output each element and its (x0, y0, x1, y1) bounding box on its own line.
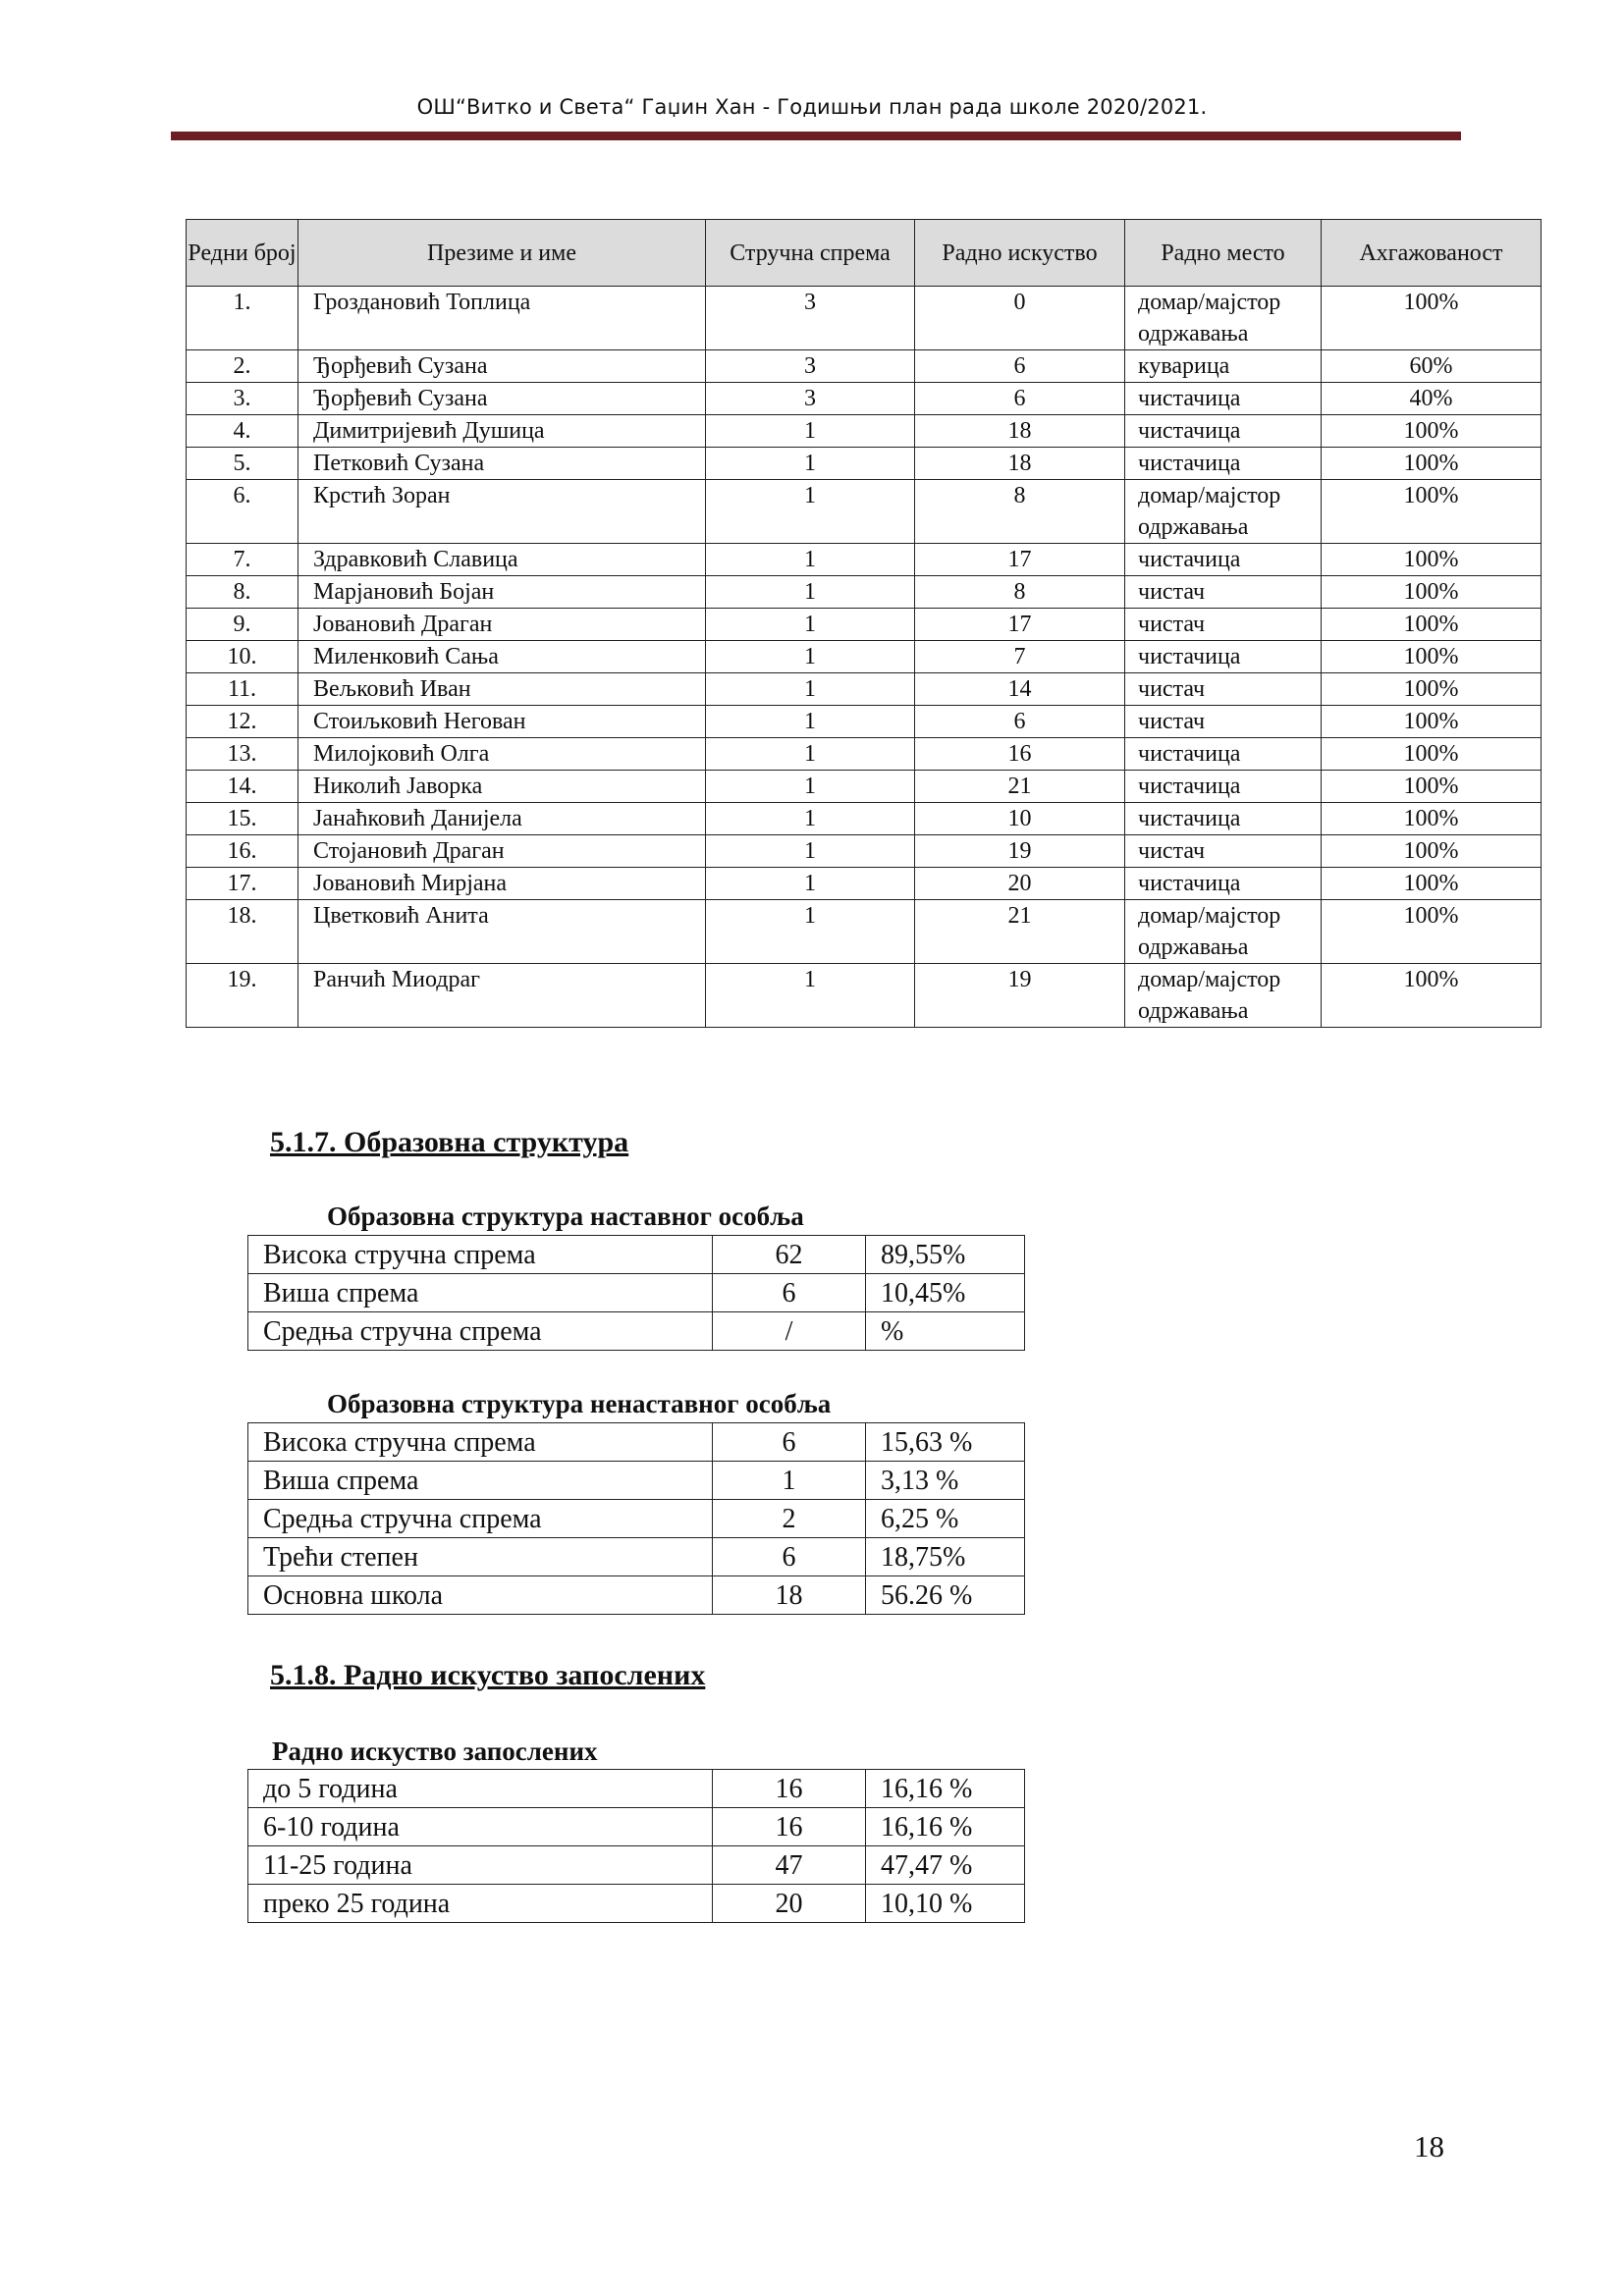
engagement-cell: 100% (1322, 641, 1542, 673)
label-cell: Средња стручна спрема (248, 1312, 713, 1351)
label-cell: Трећи степен (248, 1538, 713, 1576)
label-cell: до 5 година (248, 1770, 713, 1808)
experience-cell: 20 (915, 868, 1125, 900)
name-cell: Јовановић Мирјана (298, 868, 706, 900)
table-row (248, 1500, 1025, 1538)
experience-cell: 0 (915, 287, 1125, 350)
work-experience-title: Радно искуство запослених (272, 1736, 598, 1766)
table-row (187, 415, 1542, 448)
education-cell: 1 (706, 835, 915, 868)
percent-cell: 6,25 % (866, 1500, 1025, 1538)
name-cell: Здравковић Славица (298, 544, 706, 576)
count-cell: 6 (713, 1423, 866, 1462)
engagement-cell: 100% (1322, 609, 1542, 641)
work-place-cell: домар/мајстор одржавања (1125, 480, 1322, 544)
row-number-cell: 9. (187, 609, 298, 641)
education-cell: 1 (706, 415, 915, 448)
education-cell: 3 (706, 350, 915, 383)
name-cell: Миленковић Сања (298, 641, 706, 673)
count-cell: 1 (713, 1462, 866, 1500)
row-number-cell: 17. (187, 868, 298, 900)
engagement-cell: 100% (1322, 835, 1542, 868)
row-number-cell: 12. (187, 706, 298, 738)
table-row (248, 1846, 1025, 1885)
work-place-cell: чистачица (1125, 738, 1322, 771)
header-cell: Радно место (1125, 220, 1322, 287)
name-cell: Вељковић Иван (298, 673, 706, 706)
experience-cell: 8 (915, 576, 1125, 609)
header-cell: Ахгажованост (1322, 220, 1542, 287)
experience-cell: 7 (915, 641, 1125, 673)
name-cell: Крстић Зоран (298, 480, 706, 544)
teaching-staff-table (247, 1235, 1025, 1351)
experience-cell: 17 (915, 544, 1125, 576)
table-row (248, 1462, 1025, 1500)
table-row (187, 448, 1542, 480)
work-place-cell: чистачица (1125, 544, 1322, 576)
education-cell: 1 (706, 900, 915, 964)
row-number-cell: 15. (187, 803, 298, 835)
engagement-cell: 100% (1322, 771, 1542, 803)
label-cell: Средња стручна спрема (248, 1500, 713, 1538)
table-row (248, 1236, 1025, 1274)
row-number-cell: 6. (187, 480, 298, 544)
table-row (187, 673, 1542, 706)
experience-cell: 6 (915, 383, 1125, 415)
education-cell: 1 (706, 609, 915, 641)
row-number-cell: 13. (187, 738, 298, 771)
count-cell: 16 (713, 1770, 866, 1808)
engagement-cell: 100% (1322, 576, 1542, 609)
section-title-education-structure: 5.1.7. Образовна структура (270, 1126, 629, 1158)
work-place-cell: чистачица (1125, 771, 1322, 803)
percent-cell: 3,13 % (866, 1462, 1025, 1500)
engagement-cell: 100% (1322, 544, 1542, 576)
table-row (187, 771, 1542, 803)
education-cell: 1 (706, 480, 915, 544)
count-cell: 62 (713, 1236, 866, 1274)
engagement-cell: 100% (1322, 803, 1542, 835)
row-number-cell: 19. (187, 964, 298, 1028)
table-row (187, 287, 1542, 350)
row-number-cell: 4. (187, 415, 298, 448)
row-number-cell: 14. (187, 771, 298, 803)
experience-cell: 16 (915, 738, 1125, 771)
count-cell: 16 (713, 1808, 866, 1846)
row-number-cell: 8. (187, 576, 298, 609)
name-cell: Гроздановић Топлица (298, 287, 706, 350)
teaching-staff-title: Образовна структура наставног особља (327, 1201, 804, 1231)
table-row (248, 1576, 1025, 1615)
row-number-cell: 3. (187, 383, 298, 415)
work-place-cell: чистачица (1125, 415, 1322, 448)
name-cell: Јанаћковић Данијела (298, 803, 706, 835)
education-cell: 1 (706, 964, 915, 1028)
engagement-cell: 100% (1322, 900, 1542, 964)
label-cell: Основна школа (248, 1576, 713, 1615)
education-cell: 1 (706, 673, 915, 706)
table-row (187, 576, 1542, 609)
table-row (248, 1274, 1025, 1312)
experience-cell: 19 (915, 964, 1125, 1028)
row-number-cell: 1. (187, 287, 298, 350)
header-cell: Стручна спрема (706, 220, 915, 287)
percent-cell: 10,10 % (866, 1885, 1025, 1923)
experience-cell: 17 (915, 609, 1125, 641)
count-cell: 6 (713, 1274, 866, 1312)
name-cell: Марјановић Бојан (298, 576, 706, 609)
header-cell: Презиме и име (298, 220, 706, 287)
name-cell: Ђорђевић Сузана (298, 350, 706, 383)
label-cell: Виша спрема (248, 1462, 713, 1500)
header-cell: Радно искуство (915, 220, 1125, 287)
engagement-cell: 100% (1322, 673, 1542, 706)
education-cell: 3 (706, 383, 915, 415)
percent-cell: 15,63 % (866, 1423, 1025, 1462)
experience-cell: 6 (915, 706, 1125, 738)
table-row (187, 803, 1542, 835)
table-row (187, 835, 1542, 868)
section-title-work-experience: 5.1.8. Радно искуство запослених (270, 1659, 706, 1691)
name-cell: Петковић Сузана (298, 448, 706, 480)
staff-table (186, 219, 1542, 1028)
experience-cell: 8 (915, 480, 1125, 544)
header-cell: Редни број (187, 220, 298, 287)
name-cell: Милојковић Олга (298, 738, 706, 771)
education-cell: 1 (706, 803, 915, 835)
name-cell: Николић Јаворка (298, 771, 706, 803)
percent-cell: 10,45% (866, 1274, 1025, 1312)
percent-cell: 16,16 % (866, 1808, 1025, 1846)
table-row (187, 641, 1542, 673)
work-place-cell: домар/мајстор одржавања (1125, 964, 1322, 1028)
experience-cell: 14 (915, 673, 1125, 706)
work-experience-table (247, 1769, 1025, 1923)
engagement-cell: 100% (1322, 706, 1542, 738)
table-row (248, 1770, 1025, 1808)
table-row (248, 1423, 1025, 1462)
percent-cell: 56.26 % (866, 1576, 1025, 1615)
name-cell: Стојановић Драган (298, 835, 706, 868)
experience-cell: 6 (915, 350, 1125, 383)
count-cell: 20 (713, 1885, 866, 1923)
row-number-cell: 16. (187, 835, 298, 868)
table-row (248, 1312, 1025, 1351)
experience-cell: 21 (915, 900, 1125, 964)
engagement-cell: 100% (1322, 738, 1542, 771)
work-place-cell: чистач (1125, 706, 1322, 738)
table-row (187, 900, 1542, 964)
table-row (187, 609, 1542, 641)
staff-table-header (187, 220, 1542, 287)
engagement-cell: 60% (1322, 350, 1542, 383)
work-place-cell: чистач (1125, 835, 1322, 868)
percent-cell: 89,55% (866, 1236, 1025, 1274)
experience-cell: 18 (915, 415, 1125, 448)
table-row (187, 350, 1542, 383)
count-cell: 6 (713, 1538, 866, 1576)
education-cell: 3 (706, 287, 915, 350)
header-divider (171, 132, 1461, 140)
table-row (248, 1808, 1025, 1846)
engagement-cell: 100% (1322, 448, 1542, 480)
row-number-cell: 5. (187, 448, 298, 480)
engagement-cell: 100% (1322, 287, 1542, 350)
table-row (187, 738, 1542, 771)
education-cell: 1 (706, 448, 915, 480)
work-place-cell: чистачица (1125, 448, 1322, 480)
work-place-cell: чистач (1125, 673, 1322, 706)
work-place-cell: чистач (1125, 576, 1322, 609)
percent-cell: 47,47 % (866, 1846, 1025, 1885)
table-row (187, 544, 1542, 576)
percent-cell: 18,75% (866, 1538, 1025, 1576)
non-teaching-staff-table (247, 1422, 1025, 1615)
name-cell: Ранчић Миодраг (298, 964, 706, 1028)
education-cell: 1 (706, 544, 915, 576)
engagement-cell: 100% (1322, 964, 1542, 1028)
experience-cell: 21 (915, 771, 1125, 803)
education-cell: 1 (706, 868, 915, 900)
label-cell: 6-10 година (248, 1808, 713, 1846)
work-place-cell: чистачица (1125, 641, 1322, 673)
label-cell: преко 25 година (248, 1885, 713, 1923)
work-place-cell: чистач (1125, 609, 1322, 641)
table-row (248, 1885, 1025, 1923)
count-cell: 2 (713, 1500, 866, 1538)
row-number-cell: 10. (187, 641, 298, 673)
work-place-cell: домар/мајстор одржавања (1125, 900, 1322, 964)
engagement-cell: 40% (1322, 383, 1542, 415)
education-cell: 1 (706, 576, 915, 609)
label-cell: Висока стручна спрема (248, 1236, 713, 1274)
table-row (187, 868, 1542, 900)
education-cell: 1 (706, 771, 915, 803)
table-row (187, 480, 1542, 544)
education-cell: 1 (706, 738, 915, 771)
work-place-cell: домар/мајстор одржавања (1125, 287, 1322, 350)
experience-cell: 18 (915, 448, 1125, 480)
table-row (187, 383, 1542, 415)
row-number-cell: 7. (187, 544, 298, 576)
row-number-cell: 11. (187, 673, 298, 706)
name-cell: Стоиљковић Негован (298, 706, 706, 738)
work-place-cell: чистачица (1125, 868, 1322, 900)
row-number-cell: 18. (187, 900, 298, 964)
table-row (248, 1538, 1025, 1576)
table-row (187, 964, 1542, 1028)
education-cell: 1 (706, 706, 915, 738)
percent-cell: % (866, 1312, 1025, 1351)
name-cell: Цветковић Анита (298, 900, 706, 964)
count-cell: / (713, 1312, 866, 1351)
engagement-cell: 100% (1322, 415, 1542, 448)
name-cell: Јовановић Драган (298, 609, 706, 641)
experience-cell: 10 (915, 803, 1125, 835)
work-place-cell: куварица (1125, 350, 1322, 383)
percent-cell: 16,16 % (866, 1770, 1025, 1808)
non-teaching-staff-title: Образовна структура ненаставног особља (327, 1389, 832, 1418)
page-header: ОШ“Витко и Света“ Гаџин Хан - Годишњи план рада школе 2020/2021. (416, 95, 1208, 119)
table-row (187, 706, 1542, 738)
engagement-cell: 100% (1322, 480, 1542, 544)
work-place-cell: чистачица (1125, 383, 1322, 415)
education-cell: 1 (706, 641, 915, 673)
name-cell: Ђорђевић Сузана (298, 383, 706, 415)
work-place-cell: чистачица (1125, 803, 1322, 835)
row-number-cell: 2. (187, 350, 298, 383)
engagement-cell: 100% (1322, 868, 1542, 900)
name-cell: Димитријевић Душица (298, 415, 706, 448)
count-cell: 47 (713, 1846, 866, 1885)
experience-cell: 19 (915, 835, 1125, 868)
label-cell: 11-25 година (248, 1846, 713, 1885)
label-cell: Висока стручна спрема (248, 1423, 713, 1462)
label-cell: Виша спрема (248, 1274, 713, 1312)
page-number: 18 (1414, 2129, 1444, 2163)
count-cell: 18 (713, 1576, 866, 1615)
